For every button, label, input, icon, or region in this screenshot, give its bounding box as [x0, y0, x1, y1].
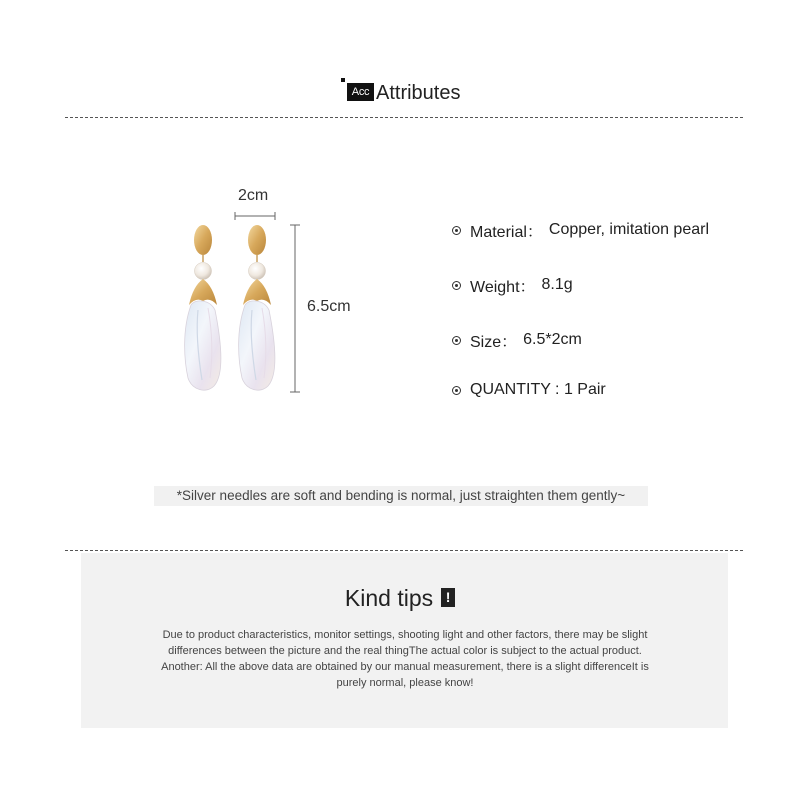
attribute-label: Material： — [470, 223, 543, 241]
kind-tips-heading — [0, 582, 800, 612]
bullet-icon — [452, 386, 461, 395]
kind-tips-text — [110, 627, 700, 691]
attribute-weight — [452, 273, 573, 297]
kind-tips-title: Kind tips — [344, 584, 434, 611]
divider-bottom — [65, 550, 743, 551]
care-note: *Silver needles are soft and bending is normal, just straighten them gently~ — [154, 486, 648, 506]
divider-top — [65, 117, 743, 118]
tips-line: purely normal, please know! — [336, 677, 474, 689]
earring-illustration — [180, 180, 380, 410]
earring-left — [185, 225, 221, 390]
header-badge: Acc — [347, 83, 374, 101]
tips-line: Another: All the above data are obtained by our manual measurement, there is a slight differenceIt is — [161, 661, 649, 673]
width-dimension-line — [235, 212, 275, 220]
attribute-value: Copper, imitation pearl — [548, 221, 710, 238]
bullet-icon — [452, 336, 461, 345]
attribute-value: 6.5*2cm — [523, 331, 582, 348]
earring-right — [239, 225, 275, 390]
height-label: 6.5cm — [307, 298, 351, 315]
tips-line: differences between the picture and the real thingThe actual color is subject to the actual product. — [168, 645, 642, 657]
attribute-size — [452, 328, 582, 352]
section-title: Attributes — [376, 82, 461, 104]
attribute-label: QUANTITY : 1 Pair — [470, 381, 606, 398]
attribute-label: Weight： — [470, 278, 536, 296]
width-label: 2cm — [238, 187, 269, 204]
exclamation-icon: ! — [441, 588, 455, 607]
tips-line: Due to product characteristics, monitor settings, shooting light and other factors, there may be slight — [162, 629, 648, 641]
attribute-label: Size： — [470, 333, 518, 351]
height-dimension-line — [290, 225, 300, 392]
attribute-value: 8.1g — [541, 276, 573, 293]
attribute-material — [452, 218, 709, 242]
header-mark — [341, 78, 345, 82]
attribute-quantity — [452, 378, 606, 402]
bullet-icon — [452, 281, 461, 290]
bullet-icon — [452, 226, 461, 235]
